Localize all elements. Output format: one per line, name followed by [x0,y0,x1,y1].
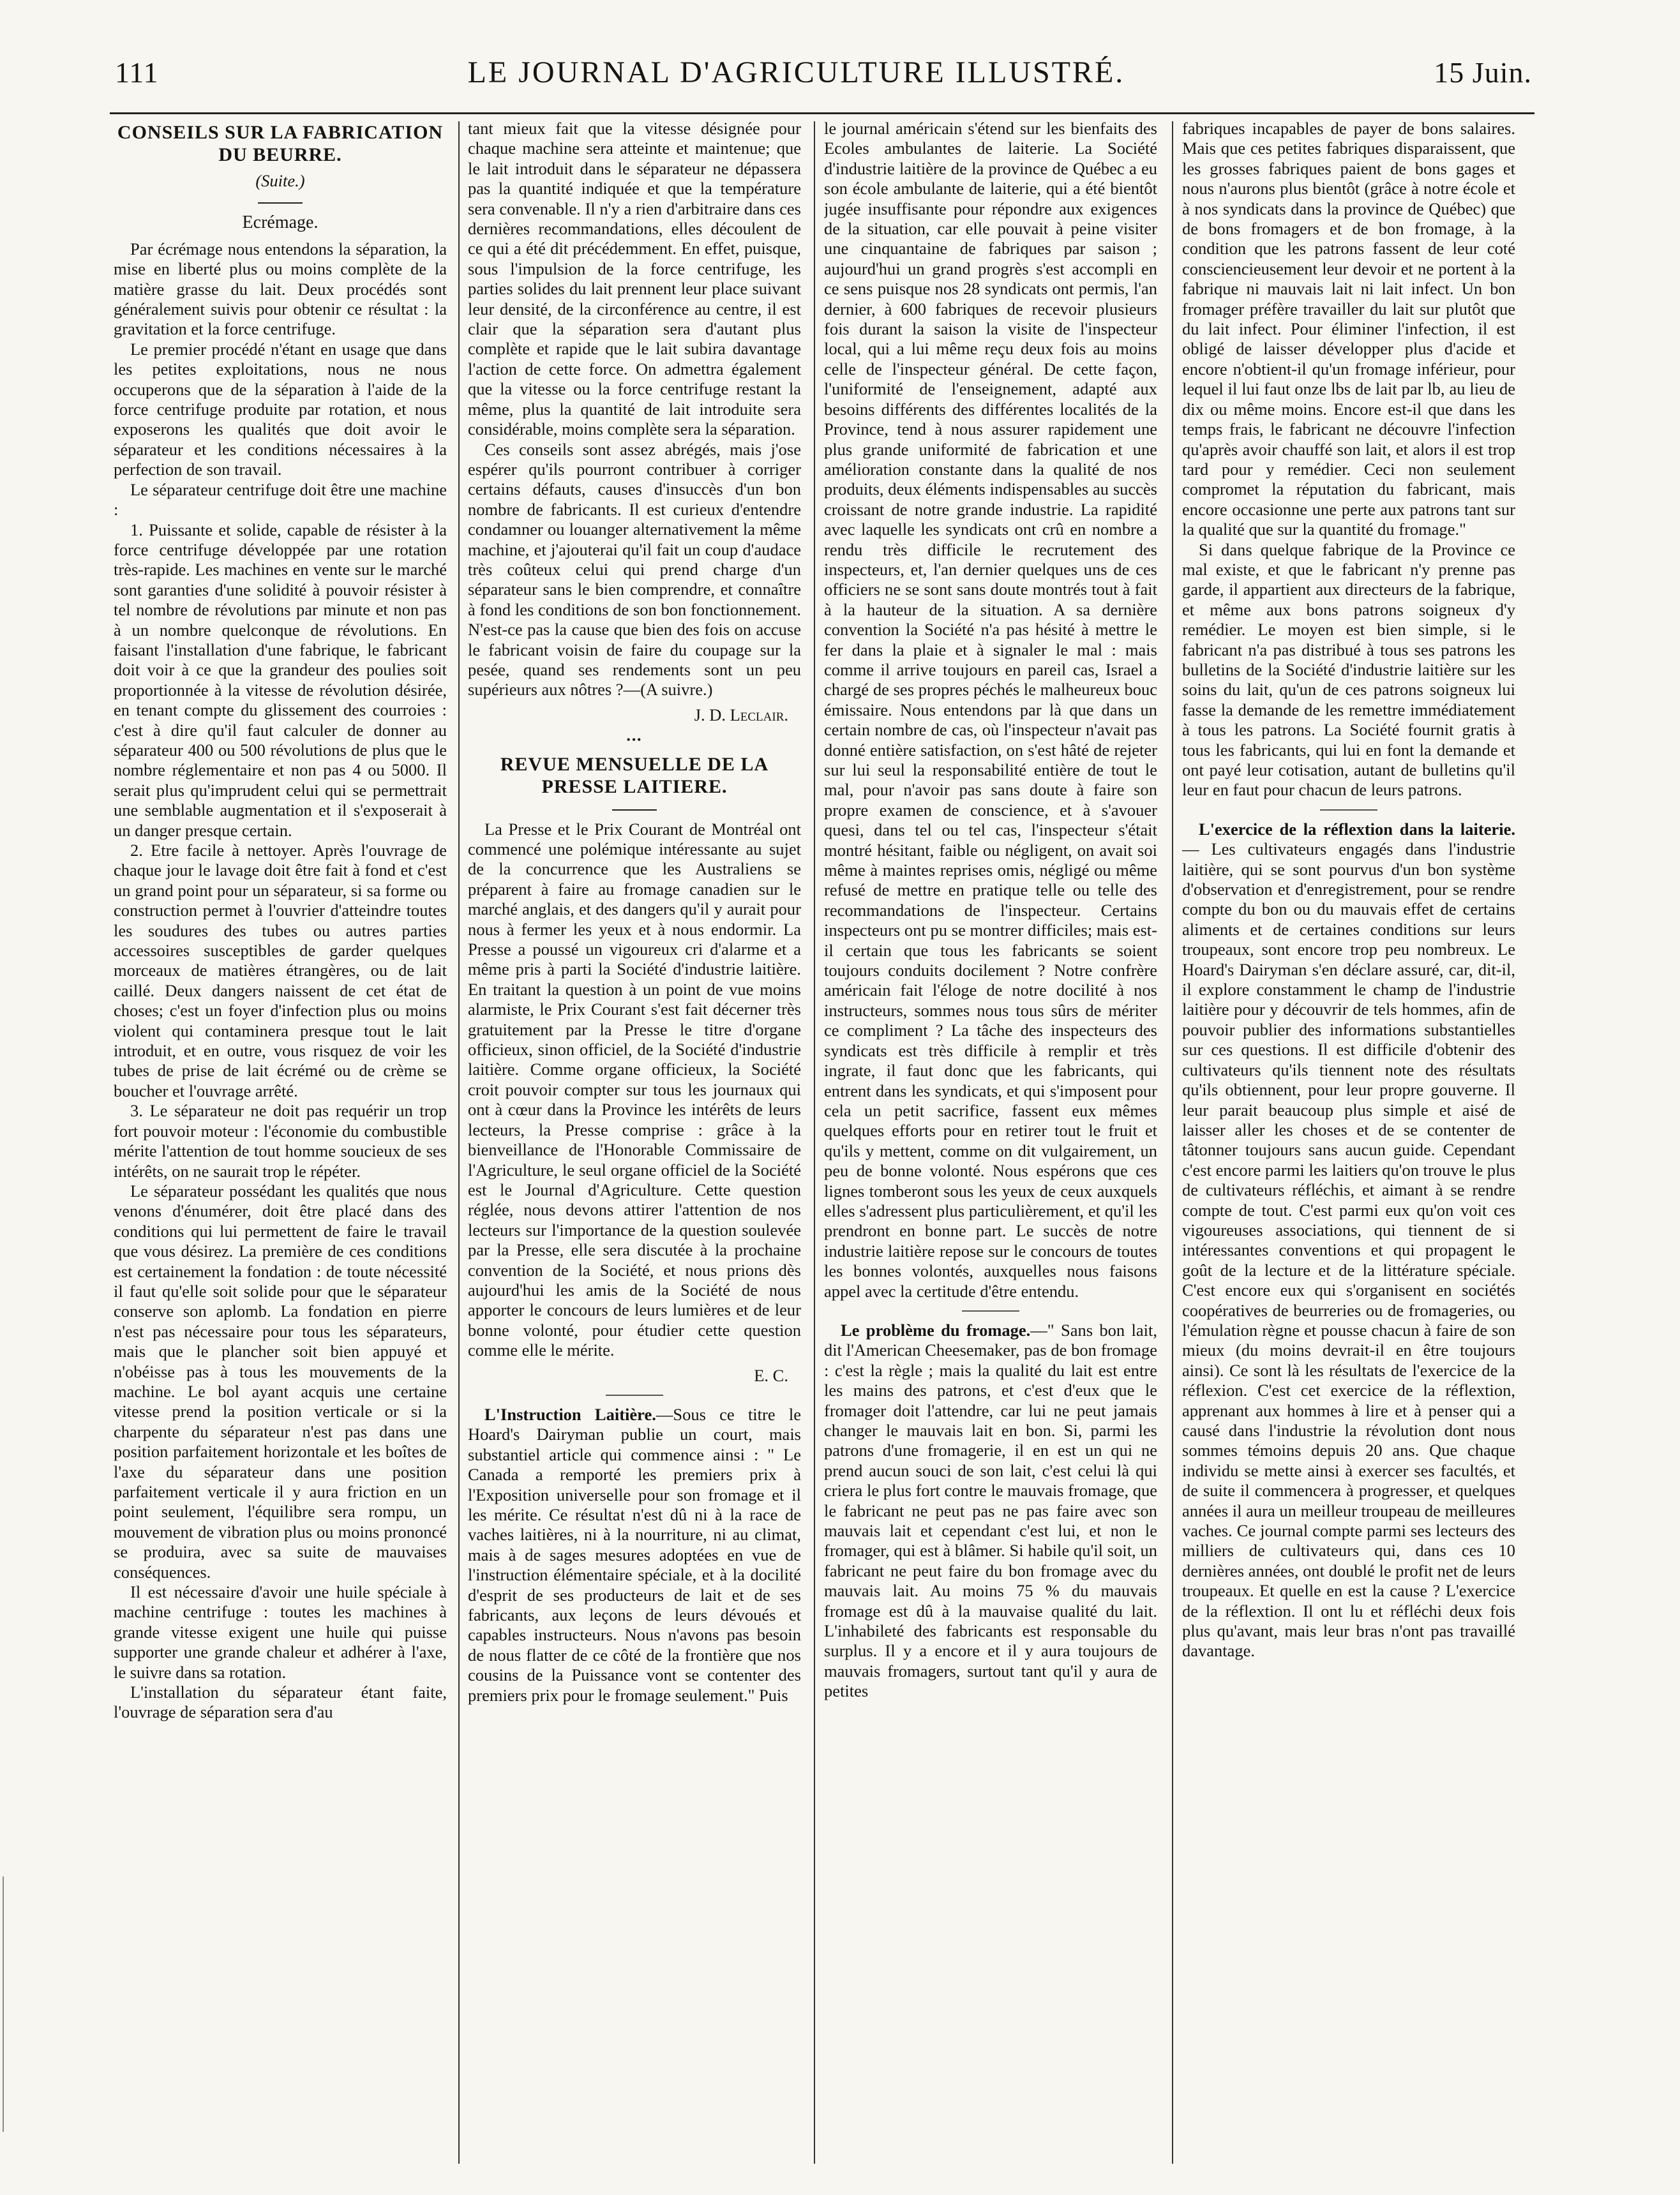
paragraph: Si dans quelque fabrique de la Province ce mal existe, et que le fabricant n'y prenne pas garde, il appartient aux directeurs de la fabrique, et même aux bons patrons soigneux d'y remédier. Le moyen est bien simple, si le fabricant n'a pas distribué à tous ses patrons les bulletins de la Société d'industrie laitière sur les soins du lait, qu'un de ces patrons soigneux lui fasse la demande de les remettre immédiatement à tous les patrons. La Société fournit gratis à tous les fabricants, qui lui en font la demande et ont payé leur cotisation, autant de bulletins qu'il leur en faut pour chacun de leurs patrons. [1182,539,1515,800]
paragraph: Le séparateur possédant les qualités que nous venons d'énumérer, doit être placé dans des conditions qui lui permettent de faire le travail que vous désirez. La première de ces conditions est certainement la fondation : de toute nécessité il faut qu'elle soit solide pour que le séparateur conserve son aplomb. La fondation en pierre n'est pas nécessaire pour tous les séparateurs, mais que le plancher soit bien appuyé et n'obéisse pas à tous les mouvements de la machine. Le bol ayant acquis une certaine vitesse prend la position verticale or si la charpente du séparateur n'est pas dans une position parfaitement horizontale et les boîtes de l'axe du séparateur dans une position parfaitement verticale il y aura friction en un point seulement, l'équilibre sera rompu, un mouvement de vibration plus ou moins prononcé se produira, avec sa suite de mauvaises conséquences. [114,1181,447,1582]
paragraph: Le premier procédé n'étant en usage que dans les petites exploitations, nous ne nous occuperons que de la séparation à l'aide de la force centrifuge produite par rotation, et nous exposerons les qualités que doit avoir le séparateur et les conditions nécessaires à la perfection de son travail. [114,339,447,479]
paragraph: 3. Le séparateur ne doit pas requérir un trop fort pouvoir moteur : l'économie du combustible mérite l'attention de tout homme soucieux de ses intérêts, on ne saurait trop le répéter. [114,1101,447,1181]
article-title-beurre: CONSEILS SUR LA FABRICATION DU BEURRE. [117,122,444,165]
ornament-divider: ••• [626,733,643,747]
paragraph: fabriques incapables de payer de bons salaires. Mais que ces petites fabriques disparaissent, que les grosses fabriques paient de bons gages et nous n'aurons plus bientôt (grâce à notre école et à nos syndicats dans la province de Québec) que de bons fromagers et de bon fromage, à la condition que les patrons fassent de leur coté consciencieusement leur devoir et ne portent à la fabrique ni mauvais lait ni lait infect. Un bon fromager préfère travailler du lait sur plutôt que du lait infect. Pour éliminer l'infection, il est obligé de laisser développer plus d'acide et encore n'obtient-il qu'un fromage inférieur, pour lequel il lui faut onze lbs de lait par lb, au lieu de dix ou même moins. Encore est-il que dans les temps frais, le fabricant ne découvre l'infection qu'après avoir chauffé son lait, et alors il est trop tard pour y remédier. Ceci non seulement compromet la réputation du fabricant, mais encore occasionne une perte aux patrons tant sur la qualité que sur la quantité du fromage." [1182,119,1515,539]
journal-title: LE JOURNAL D'AGRICULTURE ILLUSTRÉ. [467,56,1125,89]
separator-rule [962,1310,1019,1312]
paragraph: tant mieux fait que la vitesse désignée pour chaque machine sera atteinte et maintenue; que le lait introduit dans le séparateur ne dépassera pas la quantité indiquée et que la température sera convenable. Il n'y a rien d'arbitraire dans ces dernières recommandations, elles découlent de ce qui a été dit précédemment. En effet, puisque, sous l'impulsion de la force centrifuge, les parties solides du lait prennent leur place suivant leur densité, de la circonférence au centre, il est clair que la séparation sera d'autant plus complète et rapide que le lait subira davantage l'action de cette force. On admettra également que la vitesse ou la force centrifuge restant la même, plus la quantité de lait introduite sera considérable, moins complète sera la séparation. [468,119,801,439]
paragraph: 2. Etre facile à nettoyer. Après l'ouvrage de chaque jour le lavage doit être fait à fond et c'est un grand point pour un séparateur, si sa forme ou construction permet à l'ouvrier d'atteindre toutes les soudures des tubes ou autres parties accessoires susceptibles de garder quelques morceaux de matières étrangères, ou de lait caillé. Deux dangers naissent de cet état de choses; c'est un foyer d'infection plus ou moins violent qui contaminera presque tout le lait introduit, et en outre, vous risquez de voir les tubes de prise de lait écrémé ou de crème se boucher et l'ouvrage arrêté. [114,841,447,1100]
author-signature: J. D. Leclair. [694,705,788,724]
run-in-text: —Sous ce titre le Hoard's Dairyman publie un court, mais substantiel article qui commence ainsi : " Le Canada a remporté les premiers prix à l'Exposition universelle pour son fromage et il les mérite. Ce résultat n'est dû ni à la race de vaches laitières, ni à la nourriture, ni au climat, mais à de sages mesures adoptées en vue de l'instruction élémentaire spéciale, et à la docilité d'esprit de ses producteurs de lait et de ses fabricants, aux leçons de leurs dévoués et capables instructeurs. Nous n'avons pas besoin de nous flatter de ce côté de la frontière que nos cousins de la Puissance vont se contenter des premiers prix pour le fromage seulement." Puis [468,1404,801,1705]
page-header [115,55,1532,100]
article-title-revue: REVUE MENSUELLE DE LA PRESSE LAITIERE. [500,753,769,797]
paragraph: Il est nécessaire d'avoir une huile spéciale à machine centrifuge : toutes les machines à grande vitesse exigent une huile qui puisse supporter une grande chaleur et adhérer à l'axe, le suivre dans sa rotation. [114,1582,447,1682]
separator-rule [1320,809,1377,811]
column-3 [824,119,1157,2164]
run-in-text: — Les cultivateurs engagés dans l'industrie laitière, qui se sont pourvus d'un bon système d'observation et d'enregistrement, pour se rendre compte du bon ou du mauvais effet de certains aliments et de certaines conditions sur leurs troupeaux, sont encore trop peu nombreux. Le Hoard's Dairyman s'en déclare assuré, car, dit-il, il explore constamment le champ de l'industrie laitière pour y découvrir de tels hommes, afin de pouvoir publier des informations substantielles sur ces questions. Il est difficile d'obtenir des cultivateurs qu'ils tiennent note des résultats qu'ils obtiennent, pour leur propre gouverne. Il leur parait beaucoup plus simple et aisé de laisser aller les choses et de se contenter de tâtonner toujours sans aucun guide. Cependant c'est encore parmi les laitiers qu'on trouve le plus de cultivateurs réfléchis, et aimant à se rendre compte de tout. C'est parmi eux qu'on voit ces vigoureuses associations, qui tiennent de si intéressantes conventions et qui propagent le goût de la lecture et de la littérature spéciale. C'est encore eux qui s'organisent en sociétés coopératives de beurreries ou de fromageries, ou l'émulation règne et pousse chacun à faire de son mieux (du moins devrait-il en être toujours ainsi). Ce sont là les résultats de l'exercice de la réflexion. C'est cet exercice de la réflextion, apprenant aux hommes à lire et à penser qui a causé dans l'industrie la révolution dont nous sommes témoins depuis 20 ans. Que chaque individu se mette ainsi à exercer ses facultés, et de suite il commencera à progresser, et quelques années il aura un meilleur troupeau de meilleures vaches. Ce journal compte parmi ses lecteurs des milliers de cultivateurs qui, dans ces 10 dernières années, ont doublé le profit net de leurs troupeaux. Et quelle en est la cause ? L'exercice de la réflextion. Il ont lu et réfléchi deux fois plus qu'avant, mais leur bras n'ont pas travaillé davantage. [1182,839,1515,1661]
page-number: 111 [115,56,159,89]
separator-rule [258,202,303,204]
run-in-heading: L'Instruction Laitière. [484,1404,656,1424]
section-subhead-ecremage: Ecrémage. [242,213,319,233]
page-edge-mark [3,1877,10,2132]
column-divider [814,121,815,2164]
column-divider [458,121,460,2164]
separator-rule [606,1395,663,1396]
paragraph: Par écrémage nous entendons la séparation, la mise en liberté plus ou moins complète de la matière grasse du lait. Deux procédés sont généralement suivis pour obtenir ce résultat : la gravitation et la force centrifuge. [114,239,447,339]
column-divider [1172,121,1173,2164]
run-in-heading: L'exercice de la réflextion dans la laiterie. [1199,819,1515,839]
paragraph-probleme [824,1321,1157,1702]
run-in-text: —" Sans bon lait, dit l'American Cheesemaker, pas de bon fromage : c'est la règle ; mais la qualité du lait est entre les mains des patrons, et c'est d'eux que le fromager doit l'attendre, car lui ne peut jamais changer le mauvais lait en bon. Si, parmi les patrons d'une fromagerie, il en est un qui ne prend aucun souci de son lait, c'est celui là qui criera le plus fort contre le mauvais fromage, que le fabricant ne peut pas ne pas faire avec son mauvais lait et cependant c'est lui, et non le fromager, qui est à blâmer. Si habile qu'il soit, un fabricant ne peut faire du bon fromage avec du mauvais lait. Au moins 75 % du mauvais fromage est dû à la mauvaise qualité du lait. L'inhabileté des fabricants est responsable du surplus. Il y a encore et il y aura toujours de mauvais fromagers, surtout tant qu'il y aura de petites [824,1320,1157,1701]
paragraph-instruction [468,1405,801,1705]
paragraph: La Presse et le Prix Courant de Montréal ont commencé une polémique intéressante au sujet de la concurrence que les Australiens se préparent à faire au fromage canadien sur le marché anglais, et des dangers qu'il y aurait pour nous à fermer les yeux et à nous endormir. La Presse a poussé un vigoureux cri d'alarme et a même pris à parti la Société d'industrie laitière. En traitant la question à un point de vue moins alarmiste, le Prix Courant s'est fait décerner très gratuitement par la Presse le titre d'organe officieux, sinon officiel, de la Société d'industrie laitière. Comme organe officieux, la Société croit pouvoir compter sur tous les journaux qui ont à cœur dans la Province les intérêts de leurs lecteurs, la Presse comprise : grâce à la bienveillance de l'Honorable Commissaire de l'Agriculture, le seul organe officiel de la Société est le Journal d'Agriculture. Cette question réglée, nous devons attirer l'attention de nos lecteurs sur l'importance de la question soulevée par la Presse, elle sera discutée à la prochaine convention de la Société, et nous prions dès aujourd'hui les amis de la Société de nous apporter le concours de leurs lumières et de leur bonne volonté, pour étudier cette question comme elle le mérite. [468,819,801,1360]
separator-rule [612,809,657,811]
paragraph: 1. Puissante et solide, capable de résister à la force centrifuge développée par une rotation très-rapide. Les machines en vente sur le marché sont garanties d'une solidité à pouvoir résister à tel nombre de révolutions par minute et non pas à un nombre quelconque de révolutions. En faisant l'installation d'une fabrique, le fabricant doit voir à ce que la grandeur des poulies soit proportionnée à la vitesse de révolution désirée, en tenant compte du glissement des courroies : c'est à dire qu'il faut calculer de donner au séparateur 400 ou 500 révolutions de plus que le nombre réglementaire et non pas 4 ou 5000. Il serait plus qu'imprudent celui qui se permettrait une semblable augmentation et il s'exposerait à un danger presque certain. [114,520,447,840]
paragraph: Ces conseils sont assez abrégés, mais j'ose espérer qu'ils pourront contribuer à corriger certains défauts, causes d'insuccès d'un bon nombre de fabricants. Il est curieux d'entendre condamner ou louanger alternativement la même machine, et j'ajouterai qu'il fait un coup d'audace très coûteux celui qui prend charge d'un séparateur sans le bien comprendre, et connaître à fond les conditions de son bon fonctionnement. N'est-ce pas la cause que bien des fois on accuse le fabricant voisin de faire du coupage sur la pesée, quand ses rendements sont un peu supérieurs aux nôtres ?—(A suivre.) [468,439,801,700]
paragraph-exercice [1182,820,1515,1661]
column-1 [114,119,447,2164]
header-rule [110,112,1534,114]
paragraph: le journal américain s'étend sur les bienfaits des Ecoles ambulantes de laiterie. La Société d'industrie laitière de la province de Québec a eu son école ambulante de laiterie, qui a été bientôt jugée insuffisante pour répondre aux exigences de la situation, car elle pouvait à peine visiter une cinquantaine de fabriques par saison ; aujourd'hui un grand progrès s'est accompli en ce sens puisque nos 28 syndicats ont permis, l'an dernier, à 600 fabriques de recevoir plusieurs fois durant la saison la visite de l'inspecteur local, qui a lui même reçu deux fois au moins celle de l'inspecteur général. De cette façon, l'uniformité de l'enseignement, adapté aux besoins différents des différentes localités de la Province, tend à nous assurer rapidement une plus grande uniformité de fabrication et une amélioration constante dans la qualité de nos produits, deux éléments indispensables au succès croissant de notre grande industrie. La rapidité avec laquelle les syndicats ont crû en nombre a rendu très difficile le recrutement des inspecteurs, et, l'an dernier quelques uns de ces officiers ne se sont sans doute montrés tout à fait à la hauteur de la situation. A sa dernière convention la Société n'a pas hésité à mettre le fer dans la plaie et à signaler le mal : mais comme il arrive toujours en pareil cas, Israel a chargé de ses propres péchés le malheureux bouc émissaire. Nous entendons par là que dans un certain nombre de cas, où l'inspecteur n'avait pas donné entière satisfaction, on s'est hâté de rejeter sur lui seul la responsabilité entière de tout le mal, pour n'avoir pas sans doute à faire son propre examen de conscience, et à s'avouer quesi, dans tel ou tel cas, l'inspecteur s'était montré hésitant, faible ou négligent, on avait soi même à maintes reprises omis, négligé ou même refusé de mettre en pratique telle ou telle des recommandations de l'inspecteur. Certains inspecteurs ont pu se montrer difficiles; mais est-il certain que tous les fabricants se soient toujours conduits docilement ? Notre confrère américain fait l'éloge de notre docilité à nos instructeurs, sommes nous tous sûrs de mériter ce compliment ? La tâche des inspecteurs des syndicats est très difficile à remplir et très ingrate, il faut donc que les fabricants, qui entrent dans les syndicats, et qui s'imposent pour cela un petit sacrifice, fassent eux mêmes quelques efforts pour en retirer tout le fruit et qu'ils y mettent, comme on dit vulgairement, un peu de bonne volonté. Nous espérons que ces lignes tomberont sous les yeux de ceux auxquels elles s'adressent plus particulièrement, et qu'il les prendront en bonne part. Le succès de notre industrie laitière repose sur le concours de toutes les bonnes volontés, auxquelles nous faisons appel avec la certitude d'être entendu. [824,119,1157,1301]
paragraph: Le séparateur centrifuge doit être une machine : [114,479,447,520]
column-4 [1182,119,1515,2164]
issue-date: 15 Juin. [1434,56,1532,89]
run-in-heading: Le problème du fromage. [841,1320,1031,1340]
author-signature: E. C. [754,1365,788,1385]
suite-label: (Suite.) [255,171,305,190]
paragraph: L'installation du séparateur étant faite, l'ouvrage de séparation sera d'au [114,1682,447,1722]
column-2 [468,119,801,2164]
